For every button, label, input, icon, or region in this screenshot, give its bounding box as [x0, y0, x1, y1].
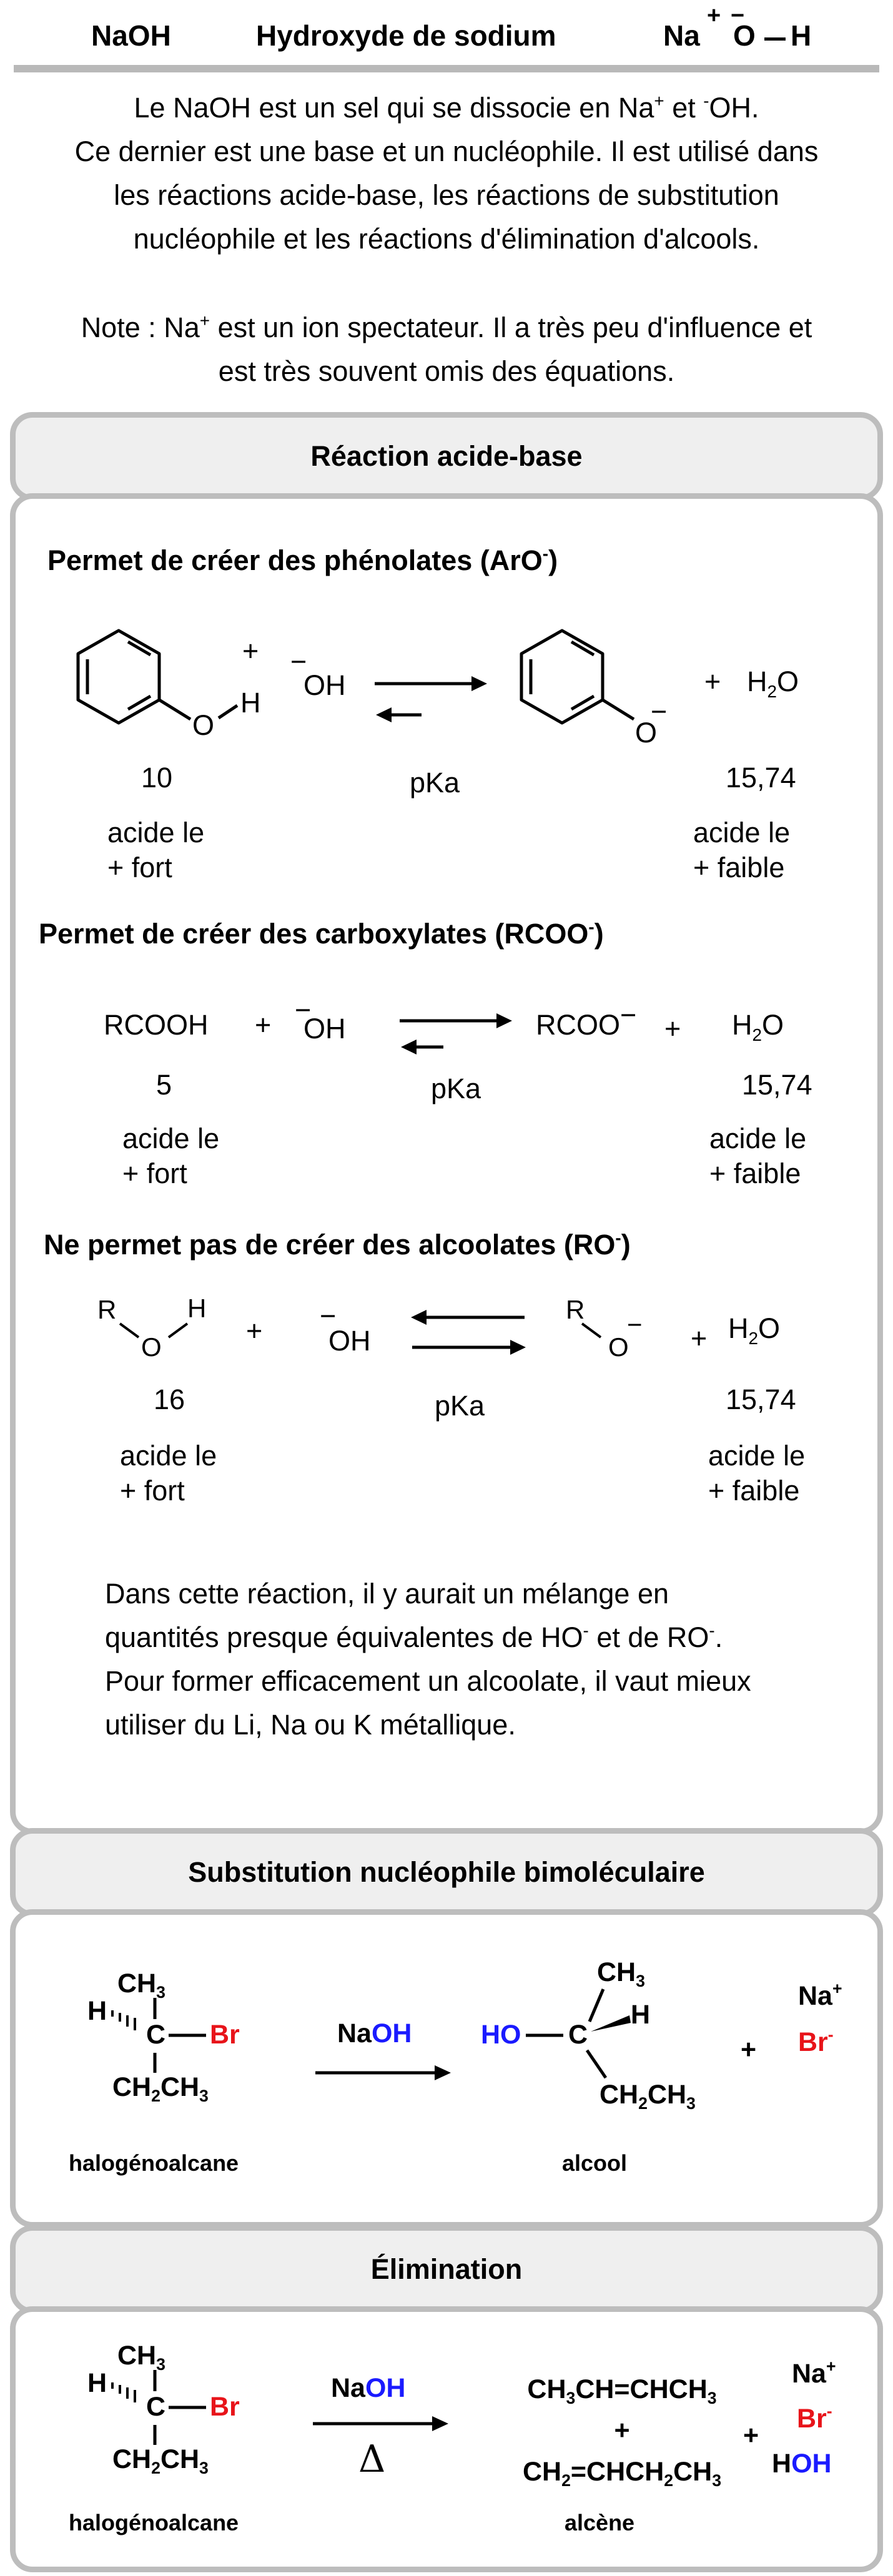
sn2-byproduct-br: Br- — [798, 2025, 834, 2057]
sn2-title: Substitution nucléophile bimoléculaire — [188, 1856, 705, 1888]
note-line-1: Note : Na+ est un ion spectateur. Il a très peu d'influence et — [81, 310, 812, 343]
phenolates-plus-2: + — [704, 666, 721, 697]
phenolates-plus-1: + — [242, 635, 259, 667]
elim-product-2: $CH_2=CHCH_2CH_3$ — [522, 2457, 722, 2490]
carboxylates-plus-2: + — [664, 1013, 681, 1045]
elimination-plus: + — [743, 2421, 759, 2451]
sn2-reactant-h: H — [87, 1996, 107, 2026]
carboxylates-pka-right: 15,74 — [742, 1069, 812, 1101]
sn2-byproduct-na: Na+ — [798, 1979, 842, 2011]
header-divider — [14, 65, 879, 72]
phenol-h: H — [240, 687, 261, 719]
elimination-title: Élimination — [370, 2253, 523, 2285]
header-name: Hydroxyde de sodium — [256, 19, 556, 52]
elim-byproduct-br: Br- — [797, 2402, 832, 2434]
note-line-2: est très souvent omis des équations. — [218, 355, 675, 387]
structure-o: O — [733, 19, 756, 52]
carboxylates-reactant: RCOOH — [104, 1009, 209, 1041]
structure-na: Na — [663, 19, 700, 52]
sn2-product-ch3: $CH_3$ — [597, 1957, 645, 1991]
elim-reactant-c: C — [146, 2392, 166, 2422]
phenolates-equilibrium-arrows — [368, 668, 493, 737]
alcoholates-left-label: acide le + fort — [120, 1440, 217, 1507]
elim-reactant-br: Br — [210, 2392, 240, 2422]
carboxylates-left-label: acide le + fort — [122, 1123, 220, 1189]
elim-reactant-ethyl: $CH_2CH_3$ — [112, 2444, 209, 2478]
sn2-reactant-ch3: $CH_3$ — [117, 1969, 165, 2002]
elimination-arrow — [310, 2411, 453, 2436]
carboxylates-right-label: acide le + faible — [709, 1123, 807, 1189]
benzene-ring — [78, 631, 159, 723]
carboxylates-pka-label: pKa — [431, 1073, 481, 1104]
alcoholates-hydroxide: OH — [328, 1325, 371, 1357]
intro-note — [25, 306, 868, 393]
alcoholates-note: Dans cette réaction, il y aurait un mélange en quantités presque équivalentes de HO- et de RO-. Pour former efficacement un alcoolate, il vaut mieux utiliser du Li, Na ou K métallique. — [105, 1578, 751, 1741]
carboxylates-heading: Permet de créer des carboxylates (RCOO-) — [39, 917, 604, 950]
sn2-reactant-bonds — [87, 1968, 287, 2105]
carboxylates-plus-1: + — [255, 1009, 272, 1041]
elim-byproduct-water: HOH — [772, 2449, 832, 2479]
alcohol-r: R — [97, 1295, 117, 1324]
carboxylates-water: $H_2O$ — [732, 1009, 784, 1045]
sn2-product-ho: HO — [481, 2020, 521, 2050]
sn2-reactant-ethyl: $CH_2CH_3$ — [112, 2072, 209, 2106]
alkoxide-charge: − — [627, 1310, 643, 1339]
phenolates-right-label: acide le + faible — [693, 817, 791, 883]
sn2-plus: + — [741, 2035, 757, 2065]
alcoholates-pka-right: 15,74 — [726, 1384, 796, 1415]
sn2-label-right: alcool — [562, 2150, 628, 2176]
elimination-header — [10, 2225, 883, 2314]
carboxylates-product: RCOO− — [536, 999, 637, 1041]
acid-base-header — [10, 412, 883, 501]
hashed-wedge — [112, 2010, 135, 2030]
phenolates-hydroxide: OH — [303, 669, 346, 701]
alcoholates-hydroxide-charge: − — [320, 1300, 337, 1332]
phenolates-hydroxide-charge: − — [290, 646, 307, 677]
elim-product-1: $CH_3CH=CHCH_3$ — [527, 2374, 717, 2408]
intro-line-2: Ce dernier est une base et un nucléophile. Il est utilisé dans — [74, 135, 819, 167]
carboxylates-equilibrium-arrows — [393, 1008, 518, 1058]
phenolate-charge: − — [651, 696, 668, 727]
sn2-reagent: NaOH — [337, 2018, 412, 2048]
sn2-header — [10, 1828, 883, 1917]
structure-bond — [764, 37, 786, 41]
alcoholates-heading: Ne permet pas de créer des alcoolates (RO-) — [44, 1227, 631, 1261]
phenolates-pka-left: 10 — [141, 762, 173, 794]
structure-plus-charge: + — [707, 2, 721, 29]
sn2-product-bonds — [481, 1954, 681, 2104]
alcoholates-right-label: acide le + faible — [708, 1440, 806, 1507]
elimination-label-left: halogénoalcane — [69, 2510, 239, 2535]
alkoxide-o: O — [608, 1332, 629, 1362]
elimination-reagent: NaOH — [331, 2373, 406, 2403]
alcoholates-pka-left: 16 — [154, 1384, 185, 1415]
sn2-product-ethyl: $CH_2CH_3$ — [599, 2080, 696, 2113]
structure-h: H — [791, 19, 812, 52]
carboxylates-hydroxide-charge: − — [295, 994, 312, 1026]
elimination-label-right: alcène — [565, 2510, 635, 2535]
alcoholates-equilibrium-arrows — [406, 1305, 531, 1361]
elim-byproduct-na: Na+ — [792, 2357, 836, 2389]
phenolates-heading: Permet de créer des phénolates (ArO-) — [47, 543, 558, 576]
intro-line-1: Le NaOH est un sel qui se dissocie en Na+ et -OH. — [134, 91, 759, 124]
sn2-arrow — [312, 2060, 456, 2085]
elim-reactant-bonds — [87, 2340, 287, 2477]
phenolates-left-label: acide le + fort — [107, 817, 205, 883]
phenolates-pka-label: pKa — [410, 767, 460, 799]
elimination-heat: Δ — [358, 2437, 386, 2481]
intro-line-3: les réactions acide-base, les réactions de substitution — [114, 179, 779, 211]
sn2-reactant-br: Br — [210, 2020, 240, 2050]
elimination-byproducts — [772, 2351, 836, 2486]
structure-minus-charge: − — [731, 2, 745, 29]
solid-wedge — [591, 2015, 631, 2032]
elim-product-plus: + — [614, 2416, 630, 2446]
phenolate-o: O — [635, 717, 658, 749]
phenolates-pka-right: 15,74 — [726, 762, 796, 794]
elimination-products — [491, 2369, 753, 2492]
sn2-product-c: C — [568, 2020, 588, 2050]
carboxylates-hydroxide: OH — [303, 1013, 346, 1045]
carboxylates-pka-left: 5 — [156, 1069, 172, 1101]
alcoholates-plus-1: + — [246, 1315, 263, 1347]
phenolates-water: $H_2O$ — [747, 666, 799, 701]
alcohol-o: O — [141, 1332, 162, 1362]
header — [0, 2, 893, 62]
alcohol-h: H — [187, 1294, 207, 1323]
alcoholates-water: $H_2O$ — [728, 1312, 781, 1348]
intro-paragraph — [25, 86, 868, 261]
alkoxide-r: R — [566, 1295, 585, 1324]
header-formula: NaOH — [91, 19, 171, 52]
alcoholates-plus-2: + — [691, 1322, 708, 1354]
sn2-product-h: H — [631, 2000, 651, 2030]
alcoholates-pka-label: pKa — [435, 1390, 485, 1422]
intro-line-4: nucléophile et les réactions d'élimination d'alcools. — [133, 223, 760, 255]
sn2-label-left: halogénoalcane — [69, 2150, 239, 2176]
phenol-o: O — [192, 709, 215, 741]
hashed-wedge — [112, 2382, 135, 2402]
elim-reactant-ch3: $CH_3$ — [117, 2341, 165, 2374]
elim-reactant-h: H — [87, 2368, 107, 2398]
sn2-reactant-c: C — [146, 2020, 166, 2050]
header-structure — [663, 2, 876, 62]
acid-base-title: Réaction acide-base — [310, 440, 583, 472]
sn2-byproduct — [798, 1973, 842, 2065]
